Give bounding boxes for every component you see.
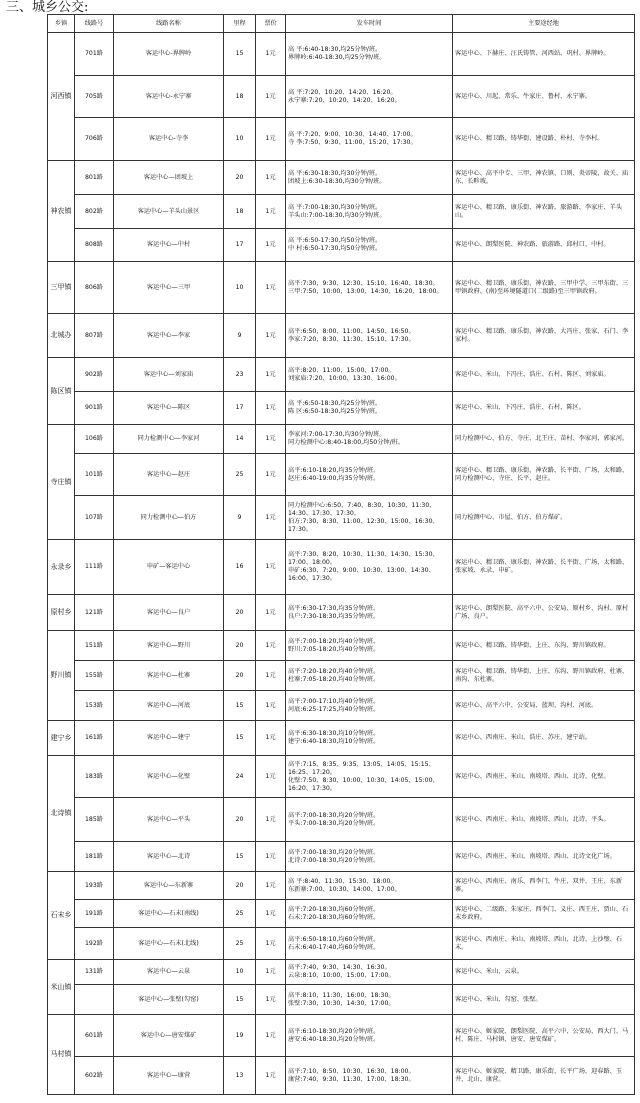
- route-name-cell: 客运中心-永宁寨: [114, 76, 224, 118]
- table-row: [48, 631, 635, 661]
- table-header-row: [48, 15, 635, 33]
- route-name-cell: 客运中心-界牌岭: [114, 33, 224, 76]
- route-number-cell: 602路: [75, 1057, 114, 1095]
- header-route-name: 线路名称: [114, 15, 224, 33]
- table-row: [48, 928, 635, 960]
- main-stops-cell: 同力检测中心、伯方、寺庄、北王庄、苗村、李家河、郭家河。: [453, 425, 635, 454]
- distance-cell: 13: [224, 1057, 256, 1095]
- route-number-cell: 151路: [75, 631, 114, 661]
- route-name-cell: 客运中心—羊头山景区: [114, 195, 224, 229]
- departure-times-cell: 高 平:8:40、11:30、15:30、18:00。 东新寨:7:00、10:30、14:00、17:00。: [286, 872, 453, 900]
- table-row: [48, 358, 635, 392]
- departure-times-cell: 高平:7:00-18:30,均20分钟/班。 平头:7:00-18:30,均20分钟/班。: [286, 798, 453, 842]
- table-row: [48, 425, 635, 454]
- fare-cell: 1元: [256, 928, 286, 960]
- main-stops-cell: 客运中心、下赫庄、汪氏铸管、河西站、巩村、界牌岭。: [453, 33, 635, 76]
- distance-cell: 17: [224, 229, 256, 262]
- fare-cell: 1元: [256, 691, 286, 721]
- fare-cell: 1元: [256, 1057, 286, 1095]
- route-number-cell: 155路: [75, 661, 114, 691]
- route-number-cell: 183路: [75, 756, 114, 798]
- table-row: [48, 872, 635, 900]
- town-cell: 原村乡: [48, 595, 75, 631]
- distance-cell: 10: [224, 262, 256, 314]
- main-stops-cell: 客运中心、精卫路、康乐街、神农路、大冯庄、张家、石门、李家村。: [453, 314, 635, 358]
- table-row: [48, 1015, 635, 1057]
- fare-cell: 1元: [256, 76, 286, 118]
- route-number-cell: 192路: [75, 928, 114, 960]
- route-number-cell: 193路: [75, 872, 114, 900]
- table-row: [48, 540, 635, 595]
- table-row: [48, 454, 635, 496]
- main-stops-cell: 客运中心、米山、勾窑、张壁。: [453, 985, 635, 1015]
- route-name-cell: 客运中心—李家: [114, 314, 224, 358]
- route-number-cell: 111路: [75, 540, 114, 595]
- distance-cell: 20: [224, 595, 256, 631]
- town-cell: 北诗镇: [48, 756, 75, 872]
- distance-cell: 15: [224, 691, 256, 721]
- fare-cell: 1元: [256, 540, 286, 595]
- departure-times-cell: 高平:7:20-18:30,均60分钟/班。 石末:7:20-18:30,均60分钟/班。: [286, 900, 453, 928]
- route-number-cell: 101路: [75, 454, 114, 496]
- fare-cell: 1元: [256, 195, 286, 229]
- route-name-cell: 客运中心—石末(南线): [114, 900, 224, 928]
- main-stops-cell: 客运中心、精卫路、康乐街、神农路、三甲中学、三甲东街、三甲镇政府、(南)至环境隧道口(二级路)至三甲镇政府。: [453, 262, 635, 314]
- route-number-cell: [75, 985, 114, 1015]
- route-number-cell: 801路: [75, 161, 114, 195]
- distance-cell: 15: [224, 721, 256, 756]
- main-stops-cell: 客运中心、姬家院、朗梨医院、高平六中、公安局、西大门、马村、陈庄、马村镇、唐安、唐安煤矿。: [453, 1015, 635, 1057]
- departure-times-cell: 高平:7:15、8:35、9:35、13:05、14:05、15:15、16:25、17:20。 化壁:7:50、8:30、10:00、10:30、14:05、15:00、16:20、17:30。: [286, 756, 453, 798]
- main-stops-cell: 客运中心、精卫路、康乐街、神农路、旅游路、李家庄、羊头山。: [453, 195, 635, 229]
- distance-cell: 20: [224, 661, 256, 691]
- main-stops-cell: 客运中心、高平中专、三甲、神农镇、口则、炎帝陵、故关、庙东、长畛坡。: [453, 161, 635, 195]
- distance-cell: 20: [224, 631, 256, 661]
- fare-cell: 1元: [256, 314, 286, 358]
- header-main-stops: 主要途经地: [453, 15, 635, 33]
- header-town: 乡镇: [48, 15, 75, 33]
- route-number-cell: 161路: [75, 721, 114, 756]
- town-cell: 马村镇: [48, 1015, 75, 1095]
- route-name-cell: 客运中心—杜寨: [114, 661, 224, 691]
- table-row: [48, 262, 635, 314]
- main-stops-cell: 客运中心、姬家院、精卫路、康乐街、长平广场、迎春路、玉井、北山、康营。: [453, 1057, 635, 1095]
- main-stops-cell: 客运中心、二级路、朱家庄、西李门、义庄、西王庄、贾山、石末乡政府。: [453, 900, 635, 928]
- distance-cell: 20: [224, 798, 256, 842]
- main-stops-cell: 客运中心、高平六中、公安局、蓝坝、沟村、河底。: [453, 691, 635, 721]
- route-name-cell: 客运中心—张壁(勾窑): [114, 985, 224, 1015]
- route-number-cell: 806路: [75, 262, 114, 314]
- route-name-cell: 客运中心—化壁: [114, 756, 224, 798]
- distance-cell: 9: [224, 314, 256, 358]
- town-cell: 三甲镇: [48, 262, 75, 314]
- table-row: [48, 392, 635, 425]
- distance-cell: 25: [224, 928, 256, 960]
- table-row: [48, 691, 635, 721]
- route-name-cell: 客运中心—团坡上: [114, 161, 224, 195]
- distance-cell: 17: [224, 392, 256, 425]
- town-cell: 永录乡: [48, 540, 75, 595]
- route-name-cell: 客运中心—东新寨: [114, 872, 224, 900]
- departure-times-cell: 高平:7:30、8:20、10:30、11:30、14:30、15:30、17:00、18:00。 申矿:6:30、7:20、9:00、10:30、13:00、14:30、16:00、17:30。: [286, 540, 453, 595]
- main-stops-cell: 客运中心、西南庄、米山、南坡塔、西山、北诗文化广场。: [453, 842, 635, 872]
- main-stops-cell: 客运中心、精卫路、铸华街、上庄、东沟、野川镇政府、杜寨、南沟、东杜寨。: [453, 661, 635, 691]
- route-name-cell: 同力检测中心—伯方: [114, 496, 224, 540]
- header-distance: 里程: [224, 15, 256, 33]
- table-row: [48, 595, 635, 631]
- departure-times-cell: 高 平:6:50-17:30,均50分钟/班。 中 村:6:50-17:30,均50分钟/班。: [286, 229, 453, 262]
- fare-cell: 1元: [256, 631, 286, 661]
- fare-cell: 1元: [256, 756, 286, 798]
- table-row: [48, 985, 635, 1015]
- departure-times-cell: 高平:6:30-17:30,均35分钟/班。 良户:7:30-18:30,均35分钟/班。: [286, 595, 453, 631]
- distance-cell: 15: [224, 985, 256, 1015]
- fare-cell: 1元: [256, 798, 286, 842]
- route-number-cell: 106路: [75, 425, 114, 454]
- table-row: [48, 33, 635, 76]
- route-name-cell: 同力检测中心—李家河: [114, 425, 224, 454]
- fare-cell: 1元: [256, 425, 286, 454]
- fare-cell: 1元: [256, 262, 286, 314]
- main-stops-cell: 客运中心、西南庄、米山、南坡塔、西山、北诗、平头。: [453, 798, 635, 842]
- table-row: [48, 900, 635, 928]
- distance-cell: 9: [224, 496, 256, 540]
- route-name-cell: 客运中心—三甲: [114, 262, 224, 314]
- route-number-cell: 121路: [75, 595, 114, 631]
- header-departure-times: 发车时间: [286, 15, 453, 33]
- fare-cell: 1元: [256, 229, 286, 262]
- departure-times-cell: 高平:7:00-17:10,均40分钟/班。 河底:6:25-17:25,均40分钟/班。: [286, 691, 453, 721]
- main-stops-cell: 客运中心、米山、下冯庄、浩庄、石村、陈区。: [453, 392, 635, 425]
- route-name-cell: 客运中心—赵庄: [114, 454, 224, 496]
- table-row: [48, 661, 635, 691]
- town-cell: 建宁乡: [48, 721, 75, 756]
- main-stops-cell: 客运中心、西南庄、米山、南坡塔、西山、北诗、化壁。: [453, 756, 635, 798]
- distance-cell: 18: [224, 76, 256, 118]
- departure-times-cell: 高平:7:30、9:30、12:30、15:10、16:40、18:30。 三甲:7:50、10:00、13:00、14:30、16:20、18:00。: [286, 262, 453, 314]
- table-row: [48, 195, 635, 229]
- main-stops-cell: 客运中心、西南庄、南乐、西李门、牛庄、双井、王庄、东新寨。: [453, 872, 635, 900]
- route-name-cell: 客运中心—北诗: [114, 842, 224, 872]
- fare-cell: 1元: [256, 661, 286, 691]
- table-row: [48, 496, 635, 540]
- town-cell: 寺庄镇: [48, 425, 75, 540]
- distance-cell: 25: [224, 900, 256, 928]
- distance-cell: 20: [224, 161, 256, 195]
- departure-times-cell: 高平:6:10-18:30,均20分钟/班。 唐安:6:40-18:30,均20分钟/班。: [286, 1015, 453, 1057]
- route-name-cell: 客运中心—康营: [114, 1057, 224, 1095]
- departure-times-cell: 高平:7:00-18:20,均40分钟/班。 野川:7:05-18:20,均40分钟/班。: [286, 631, 453, 661]
- fare-cell: 1元: [256, 161, 286, 195]
- route-number-cell: 902路: [75, 358, 114, 392]
- main-stops-cell: 客运中心、西南庄、米山、南坡塔、西山、北诗、上沙璧、石末。: [453, 928, 635, 960]
- fare-cell: 1元: [256, 358, 286, 392]
- route-number-cell: 807路: [75, 314, 114, 358]
- route-number-cell: 802路: [75, 195, 114, 229]
- distance-cell: 25: [224, 454, 256, 496]
- town-cell: 北城办: [48, 314, 75, 358]
- departure-times-cell: 李家河:7:00-17:30,均30分钟/班。 同力检测中心:8:40-18:00,均50分钟/班。: [286, 425, 453, 454]
- main-stops-cell: 客运中心、朗梨医院、神农路、旅游路、邱村口、中村。: [453, 229, 635, 262]
- departure-times-cell: 高平:8:20、11:00、15:00、17:00。 刘家庙:7:20、10:00、13:30、16:00。: [286, 358, 453, 392]
- town-cell: 石末乡: [48, 872, 75, 960]
- route-name-cell: 客运中心—野川: [114, 631, 224, 661]
- fare-cell: 1元: [256, 900, 286, 928]
- main-stops-cell: 客运中心、精卫路、铸华街、上庄、东沟、野川镇政府。: [453, 631, 635, 661]
- departure-times-cell: 高平:7:40、9:30、14:30、16:30。 云泉:8:10、10:00、15:00、17:00。: [286, 960, 453, 985]
- fare-cell: 1元: [256, 118, 286, 161]
- main-stops-cell: 客运中心、米山、云泉。: [453, 960, 635, 985]
- fare-cell: 1元: [256, 1015, 286, 1057]
- header-fare: 票价: [256, 15, 286, 33]
- fare-cell: 1元: [256, 985, 286, 1015]
- table-row: [48, 721, 635, 756]
- main-stops-cell: 客运中心、朗梨医院、高平六中、公安局、原村乡、沟村、原村广场、良户。: [453, 595, 635, 631]
- departure-times-cell: 高平:6:30-18:30,均10分钟/班。 建宁:6:40-18:30,均10分钟/班。: [286, 721, 453, 756]
- distance-cell: 23: [224, 358, 256, 392]
- distance-cell: 14: [224, 425, 256, 454]
- route-name-cell: 客运中心—平头: [114, 798, 224, 842]
- fare-cell: 1元: [256, 721, 286, 756]
- town-cell: 野川镇: [48, 631, 75, 721]
- distance-cell: 15: [224, 842, 256, 872]
- departure-times-cell: 高平:8:10、11:30、16:00、18:30。 张壁:7:30、10:30、14:30、17:00。: [286, 985, 453, 1015]
- route-number-cell: 153路: [75, 691, 114, 721]
- main-stops-cell: 客运中心、米山、下冯庄、浩庄、石村、陈区、刘家庙。: [453, 358, 635, 392]
- route-number-cell: 185路: [75, 798, 114, 842]
- route-number-cell: 701路: [75, 33, 114, 76]
- route-number-cell: 901路: [75, 392, 114, 425]
- departure-times-cell: 同力检测中心:6:50、7:40、8:30、10:30、11:30、14:30、17:30、17:30。 伯方:7:30、8:30、11:00、12:30、15:00、16:30、17:30。: [286, 496, 453, 540]
- route-number-cell: 705路: [75, 76, 114, 118]
- route-number-cell: 191路: [75, 900, 114, 928]
- distance-cell: 10: [224, 960, 256, 985]
- route-number-cell: 181路: [75, 842, 114, 872]
- main-stops-cell: 客运中心、精卫路、铸华街、建设路、朴村、寺李村。: [453, 118, 635, 161]
- route-number-cell: 107路: [75, 496, 114, 540]
- table-row: [48, 118, 635, 161]
- fare-cell: 1元: [256, 392, 286, 425]
- departure-times-cell: 高平:6:10-18:20,均35分钟/班。 赵庄:6:40-19:00,均35分钟/班。: [286, 454, 453, 496]
- route-name-cell: 申矿—客运中心: [114, 540, 224, 595]
- route-name-cell: 客运中心-寺李: [114, 118, 224, 161]
- table-row: [48, 960, 635, 985]
- fare-cell: 1元: [256, 872, 286, 900]
- route-name-cell: 客运中心—陈区: [114, 392, 224, 425]
- route-name-cell: 客运中心—云泉: [114, 960, 224, 985]
- departure-times-cell: 高平:7:20-18:20,均40分钟/班。 杜寨:7:05-18:20,均40分钟/班。: [286, 661, 453, 691]
- route-name-cell: 客运中心—唐安煤矿: [114, 1015, 224, 1057]
- departure-times-cell: 高 平:6:50-18:30,均25分钟/班。 陈 区:6:50-18:30,均25分钟/班。: [286, 392, 453, 425]
- main-stops-cell: 同力检测中心、市屋、伯方、伯方煤矿。: [453, 496, 635, 540]
- table-row: [48, 756, 635, 798]
- departure-times-cell: 高平:7:10、8:50、10:30、16:30、18:00。 康营:7:40、9:30、11:30、17:00、18:30。: [286, 1057, 453, 1095]
- table-row: [48, 161, 635, 195]
- town-cell: 河西镇: [48, 33, 75, 161]
- route-name-cell: 客运中心—中村: [114, 229, 224, 262]
- route-number-cell: 808路: [75, 229, 114, 262]
- route-name-cell: 客运中心—刘家庙: [114, 358, 224, 392]
- main-stops-cell: 客运中心、精卫路、康乐街、神农路、长平街、广场、太和路、同力检测中心、寺庄、长平、赵庄。: [453, 454, 635, 496]
- departure-times-cell: 高平:7:00-18:30,均20分钟/班。 北诗:7:00-18:30,均20分钟/班。: [286, 842, 453, 872]
- departure-times-cell: 高 平:7:20、10:20、14:20、16:20。 永宁寨:7:20、10:20、14:20、16:20。: [286, 76, 453, 118]
- distance-cell: 20: [224, 872, 256, 900]
- table-row: [48, 229, 635, 262]
- fare-cell: 1元: [256, 496, 286, 540]
- bus-route-table: [47, 14, 635, 1095]
- route-number-cell: 706路: [75, 118, 114, 161]
- distance-cell: 16: [224, 540, 256, 595]
- main-stops-cell: 客运中心、精卫路、康乐街、神农路、长平街、广场、太和路、张家坡、永录、申矿。: [453, 540, 635, 595]
- header-route-number: 线路号: [75, 15, 114, 33]
- table-row: [48, 842, 635, 872]
- departure-times-cell: 高 平:7:20、9:00、10:30、14:40、17:00。 寺 李:7:50、9:30、11:00、15:20、17:30。: [286, 118, 453, 161]
- departure-times-cell: 高平:6:50-18:10,均60分钟/班。 石末:6:40-17:40,均60分钟/班。: [286, 928, 453, 960]
- town-cell: 米山镇: [48, 960, 75, 1015]
- route-number-cell: 131路: [75, 960, 114, 985]
- route-name-cell: 客运中心—良户: [114, 595, 224, 631]
- main-stops-cell: 客运中心、西南庄、米山、浩庄、苏庄、建宁站。: [453, 721, 635, 756]
- table-row: [48, 314, 635, 358]
- main-stops-cell: 客运中心、川起、常乐、牛家庄、鲁村、永宁寨。: [453, 76, 635, 118]
- distance-cell: 15: [224, 33, 256, 76]
- town-cell: 陈区镇: [48, 358, 75, 425]
- fare-cell: 1元: [256, 595, 286, 631]
- fare-cell: 1元: [256, 842, 286, 872]
- table-row: [48, 1057, 635, 1095]
- distance-cell: 10: [224, 118, 256, 161]
- route-name-cell: 客运中心—建宁: [114, 721, 224, 756]
- fare-cell: 1元: [256, 33, 286, 76]
- route-name-cell: 客运中心—河底: [114, 691, 224, 721]
- table-row: [48, 76, 635, 118]
- departure-times-cell: 高 平:7:00-18:30,均30分钟/班。 羊头山:7:00-18:30,均30分钟/班。: [286, 195, 453, 229]
- distance-cell: 24: [224, 756, 256, 798]
- table-row: [48, 798, 635, 842]
- distance-cell: 18: [224, 195, 256, 229]
- fare-cell: 1元: [256, 454, 286, 496]
- departure-times-cell: 高 平:6:30-18:30,均30分钟/班。 团坡上:6:30-18:30,均30分钟/班。: [286, 161, 453, 195]
- route-name-cell: 客运中心—石末(北线): [114, 928, 224, 960]
- town-cell: 神农镇: [48, 161, 75, 262]
- route-number-cell: 601路: [75, 1015, 114, 1057]
- fare-cell: 1元: [256, 960, 286, 985]
- departure-times-cell: 高 平:6:40-18:30,均25分钟/班。 界牌岭:6:40-18:30,均25分钟/班。: [286, 33, 453, 76]
- departure-times-cell: 高平:6:50、8:00、11:00、14:50、16:50。 李家:7:20、8:30、11:30、15:10、17:30。: [286, 314, 453, 358]
- section-heading: 三、城乡公交:: [6, 0, 89, 15]
- distance-cell: 19: [224, 1015, 256, 1057]
